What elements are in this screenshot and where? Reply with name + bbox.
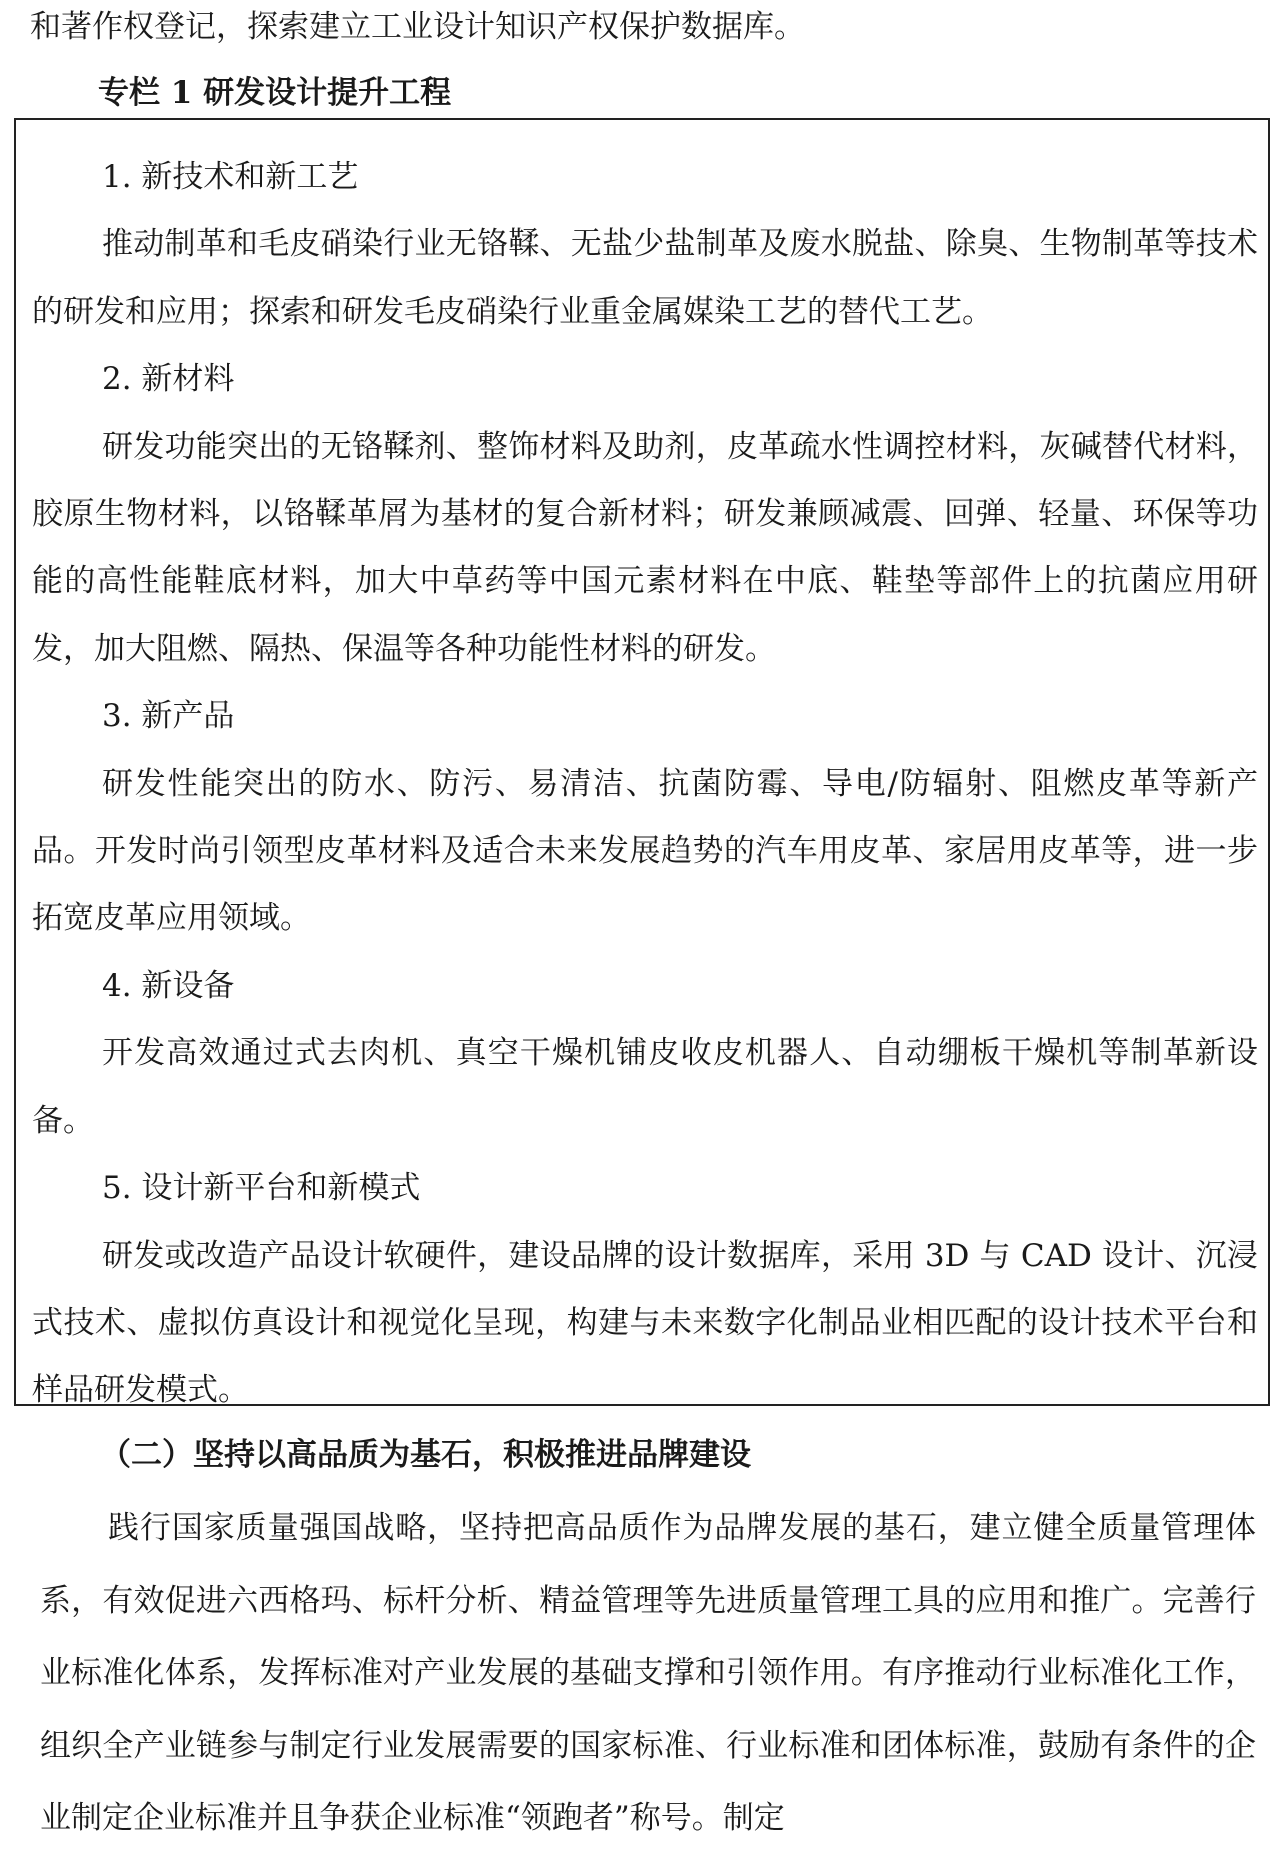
section-heading-4: 4. 新设备	[102, 967, 235, 1004]
column-box-title: 专栏 1 研发设计提升工程	[98, 75, 452, 111]
section-heading-2: 2. 新材料	[102, 361, 235, 398]
column-box-content	[32, 144, 1258, 1425]
section-body-3: 研发性能突出的防水、防污、易清洁、抗菌防霉、导电/防辐射、阻燃皮革等新产品。开发时尚引领型皮革材料及适合未来发展趋势的汽车用皮革、家居用皮革等，进一步拓宽皮革应用领域。	[32, 765, 1258, 937]
section-body-2: 研发功能突出的无铬鞣剂、整饰材料及助剂，皮革疏水性调控材料，灰碱替代材料，胶原生物材料，以铬鞣革屑为基材的复合新材料；研发兼顾减震、回弹、轻量、环保等功能的高性能鞋底材料，加大中草药等中国元素材料在中底、鞋垫等部件上的抗菌应用研发，加大阻燃、隔热、保温等各种功能性材料的研发。	[32, 428, 1258, 667]
section-body-1: 推动制革和毛皮硝染行业无铬鞣、无盐少盐制革及废水脱盐、除臭、生物制革等技术的研发和应用；探索和研发毛皮硝染行业重金属媒染工艺的替代工艺。	[32, 226, 1258, 330]
chapter-section-heading: （二）坚持以高品质为基石，积极推进品牌建设	[100, 1437, 751, 1473]
section-heading-3: 3. 新产品	[102, 698, 235, 735]
top-paragraph-fragment: 和著作权登记，探索建立工业设计知识产权保护数据库。	[30, 9, 805, 45]
section-heading-5: 5. 设计新平台和新模式	[102, 1170, 421, 1207]
body-paragraph: 践行国家质量强国战略，坚持把高品质作为品牌发展的基石，建立健全质量管理体系，有效促进六西格玛、标杆分析、精益管理等先进质量管理工具的应用和推广。完善行业标准化体系，发挥标准对产业发展的基础支撑和引领作用。有序推动行业标准化工作，组织全产业链参与制定行业发展需要的国家标准、行业标准和团体标准，鼓励有条件的企业制定企业标准并且争获企业标准“领跑者”称号。制定	[40, 1510, 1256, 1836]
section-body-4: 开发高效通过式去肉机、真空干燥机铺皮收皮机器人、自动绷板干燥机等制革新设备。	[32, 1035, 1258, 1139]
section-heading-1: 1. 新技术和新工艺	[102, 159, 359, 195]
section-body-5: 研发或改造产品设计软硬件，建设品牌的设计数据库，采用 3D 与 CAD 设计、沉浸式技术、虚拟仿真设计和视觉化呈现，构建与未来数字化制品业相匹配的设计技术平台和样品研发模式。	[32, 1237, 1258, 1409]
column-box	[14, 118, 1270, 1409]
